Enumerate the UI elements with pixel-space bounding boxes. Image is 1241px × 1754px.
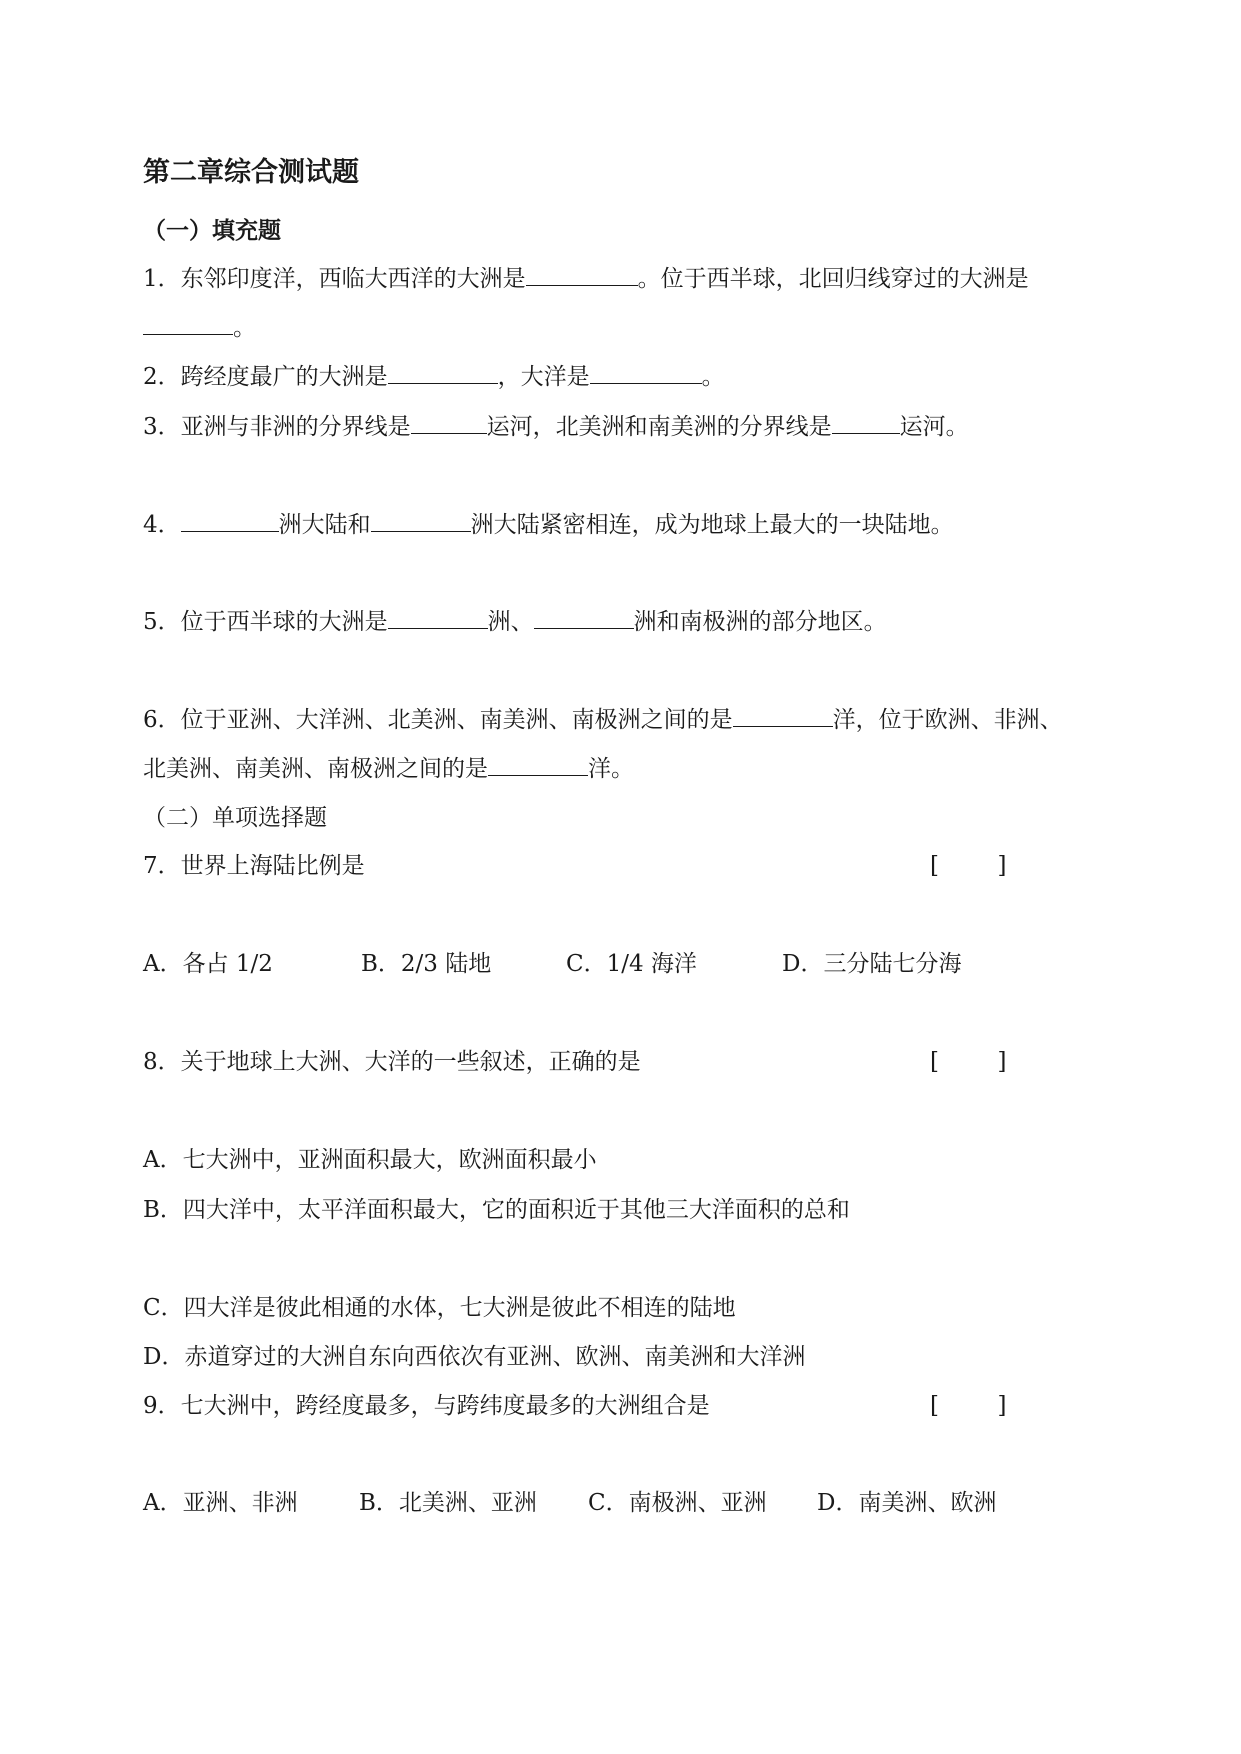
question-9-option-d[interactable]: D．南美洲、欧洲: [817, 1490, 997, 1516]
answer-blank[interactable]: [371, 509, 471, 532]
question-7-option-d[interactable]: D．三分陆七分海: [782, 951, 962, 977]
question-9-option-b[interactable]: B．北美洲、亚洲: [359, 1490, 537, 1516]
answer-blank[interactable]: [181, 509, 279, 532]
question-6-text-c: 北美洲、南美洲、南极洲之间的是: [143, 756, 488, 782]
question-5-text-a: 5．位于西半球的大洲是: [143, 609, 388, 635]
answer-blank[interactable]: [488, 753, 588, 776]
question-8-option-d[interactable]: D．赤道穿过的大洲自东向西依次有亚洲、欧洲、南美洲和大洋洲: [143, 1344, 806, 1370]
question-3: [143, 411, 969, 442]
question-9-stem: 9．七大洲中，跨经度最多，与跨纬度最多的大洲组合是: [143, 1393, 710, 1419]
answer-blank[interactable]: [388, 606, 488, 629]
question-9-option-c[interactable]: C．南极洲、亚洲: [588, 1490, 767, 1516]
answer-bracket[interactable]: [ ]: [930, 1049, 1007, 1075]
question-2: [143, 361, 725, 392]
question-1-text-b: 。位于西半球，北回归线穿过的大洲是: [637, 266, 1029, 292]
question-1-line-1: [143, 263, 1029, 294]
question-4-text-c: 洲大陆紧密相连，成为地球上最大的一块陆地。: [470, 512, 954, 538]
question-7-option-b[interactable]: B．2/3 陆地: [361, 951, 492, 977]
question-5-text-c: 洲和南极洲的部分地区。: [633, 609, 887, 635]
answer-bracket[interactable]: [ ]: [930, 853, 1007, 879]
question-6-line-2: [143, 753, 634, 784]
question-2-text-b: ，大洋是: [497, 364, 590, 390]
page-title: 第二章综合测试题: [143, 157, 359, 188]
answer-blank[interactable]: [733, 704, 833, 727]
answer-blank[interactable]: [143, 312, 233, 335]
question-6-text-b: 洋，位于欧洲、非洲、: [832, 707, 1063, 733]
question-7-stem: 7．世界上海陆比例是: [143, 853, 365, 879]
question-5: [143, 606, 887, 637]
answer-blank[interactable]: [526, 263, 638, 286]
question-1-line-2: [143, 312, 256, 343]
question-8-option-b[interactable]: B．四大洋中，太平洋面积最大，它的面积近于其他三大洋面积的总和: [143, 1197, 850, 1223]
question-2-text-c: 。: [701, 364, 725, 390]
question-8-option-a[interactable]: A．七大洲中，亚洲面积最大，欧洲面积最小: [143, 1147, 597, 1173]
question-8-stem: 8．关于地球上大洲、大洋的一些叙述，正确的是: [143, 1049, 641, 1075]
question-3-text-b: 运河，北美洲和南美洲的分界线是: [486, 414, 832, 440]
question-5-text-b: 洲、: [487, 609, 534, 635]
question-4-text-b: 洲大陆和: [278, 512, 371, 538]
question-3-text-c: 运河。: [899, 414, 969, 440]
answer-blank[interactable]: [388, 361, 498, 384]
answer-blank[interactable]: [832, 411, 900, 434]
question-9-option-a[interactable]: A．亚洲、非洲: [143, 1490, 298, 1516]
question-6-text-a: 6．位于亚洲、大洋洲、北美洲、南美洲、南极洲之间的是: [143, 707, 733, 733]
question-4: [143, 509, 954, 540]
question-7-option-c[interactable]: C．1/4 海洋: [566, 951, 697, 977]
section-choice-heading: （二）单项选择题: [143, 805, 327, 831]
question-1-text-a: 1．东邻印度洋，西临大西洋的大洲是: [143, 266, 526, 292]
question-7-option-a[interactable]: A．各占 1/2: [143, 951, 273, 977]
question-6-text-d: 洋。: [588, 756, 634, 782]
question-8-option-c[interactable]: C．四大洋是彼此相通的水体，七大洲是彼此不相连的陆地: [143, 1295, 736, 1321]
section-fill-in-heading: （一）填充题: [143, 218, 281, 244]
question-6-line-1: [143, 704, 1063, 735]
answer-blank[interactable]: [534, 606, 634, 629]
question-4-text-a: 4．: [143, 512, 181, 538]
answer-blank[interactable]: [590, 361, 702, 384]
answer-blank[interactable]: [411, 411, 487, 434]
question-1-text-c: 。: [233, 315, 256, 341]
question-3-text-a: 3．亚洲与非洲的分界线是: [143, 414, 411, 440]
question-2-text-a: 2．跨经度最广的大洲是: [143, 364, 388, 390]
answer-bracket[interactable]: [ ]: [930, 1393, 1007, 1419]
